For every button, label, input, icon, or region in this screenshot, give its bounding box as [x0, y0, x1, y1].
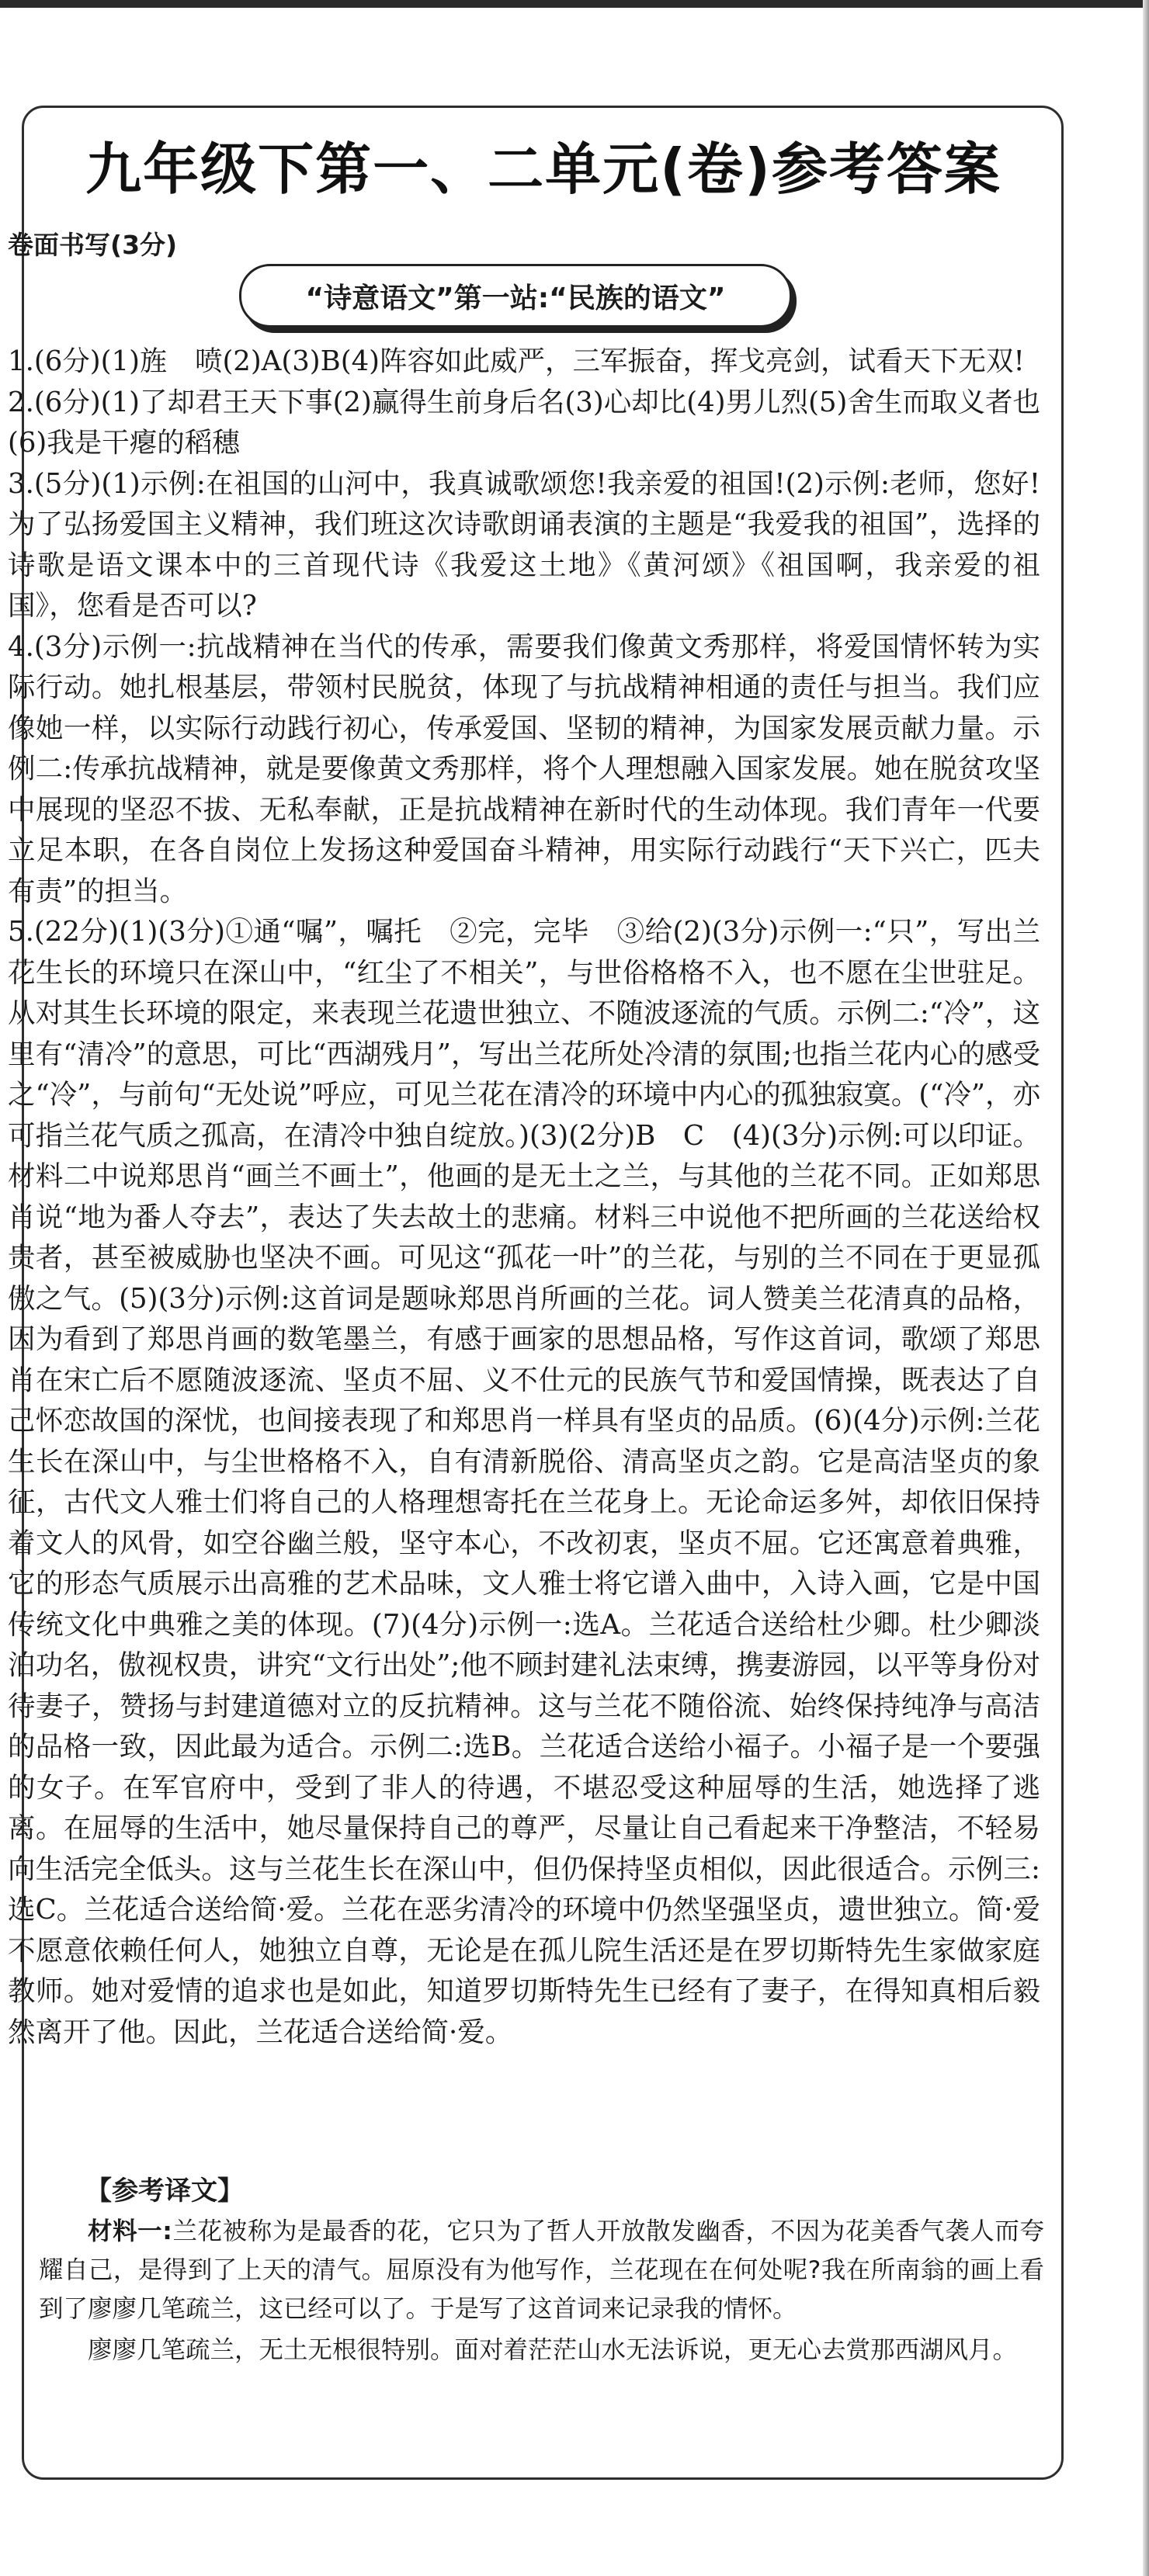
section-banner-text: “诗意语文”第一站:“民族的语文”	[305, 282, 726, 314]
handwriting-score-note: 卷面书写(3分)	[8, 230, 178, 260]
reference-translation-heading: 【参考译文】	[85, 2176, 244, 2207]
material-one-label: 材料一:	[88, 2217, 172, 2245]
reference-translation	[39, 2212, 1044, 2372]
answer-1: 1.(6分)(1)旌 喷(2)A(3)B(4)阵容如此威严，三军振奋，挥戈亮剑，试看天下无双!	[8, 345, 1025, 377]
translation-text-1: 兰花被称为是最香的花，它只为了哲人开放散发幽香，不因为花美香气袭人而夸耀自己，是得到了上天的清气。屈原没有为他写作，兰花现在在何处呢?我在所南翁的画上看到了廖廖几笔疏兰，这已经可以了。于是写了这首词来记录我的情怀。	[39, 2217, 1044, 2323]
section-banner	[239, 264, 792, 328]
answer-3: 3.(5分)(1)示例:在祖国的山河中，我真诚歌颂您!我亲爱的祖国!(2)示例:老师，您好!为了弘扬爱国主义精神，我们班这次诗歌朗诵表演的主题是“我爱我的祖国”，选择的诗歌是语文课本中的三首现代诗《我爱这土地》《黄河颂》《祖国啊，我亲爱的祖国》，您看是否可以?	[8, 467, 1040, 622]
translation-paragraph-2: 廖廖几笔疏兰，无土无根很特别。面对着茫茫山水无法诉说，更无心去赏那西湖风月。	[88, 2336, 1018, 2364]
scan-top-edge	[0, 0, 1149, 8]
scan-right-edge	[1143, 0, 1149, 2576]
page-title: 九年级下第一、二单元(卷)参考答案	[85, 137, 1001, 202]
answer-5: 5.(22分)(1)(3分)①通“嘱”，嘱托 ②完，完毕 ③给(2)(3分)示例一:“只”，写出兰花生长的环境只在深山中，“红尘了不相关”，与世俗格格不入，也不愿在尘世驻足。从对其生长环境的限定，来表现兰花遗世独立、不随波逐流的气质。示例二:“冷”，这里有“清冷”的意思，可比“西湖残月”，写出兰花所处冷清的氛围;也指兰花内心的感受之“冷”，与前句“无处说”呼应，可见兰花在清冷的环境中内心的孤独寂寞。(“冷”，亦可指兰花气质之孤高，在清冷中独自绽放。)(3)(2分)B C (4)(3分)示例:可以印证。材料二中说郑思肖“画兰不画土”，他画的是无土之兰，与其他的兰花不同。正如郑思肖说“地为番人夺去”，表达了失去故土的悲痛。材料三中说他不把所画的兰花送给权贵者，甚至被威胁也坚决不画。可见这“孤花一叶”的兰花，与别的兰不同在于更显孤傲之气。(5)(3分)示例:这首词是题咏郑思肖所画的兰花。词人赞美兰花清真的品格，因为看到了郑思肖画的数笔墨兰，有感于画家的思想品格，写作这首词，歌颂了郑思肖在宋亡后不愿随波逐流、坚贞不屈、义不仕元的民族气节和爱国情操，既表达了自己怀恋故国的深忧，也间接表现了和郑思肖一样具有坚贞的品质。(6)(4分)示例:兰花生长在深山中，与尘世格格不入，自有清新脱俗、清高坚贞之韵。它是高洁坚贞的象征，古代文人雅士们将自己的人格理想寄托在兰花身上。无论命运多舛，却依旧保持着文人的风骨，如空谷幽兰般，坚守本心，不改初衷，坚贞不屈。它还寓意着典雅，它的形态气质展示出高雅的艺术品味，文人雅士将它谱入曲中，入诗入画，它是中国传统文化中典雅之美的体现。(7)(4分)示例一:选A。兰花适合送给杜少卿。杜少卿淡泊功名，傲视权贵，讲究“文行出处”;他不顾封建礼法束缚，携妻游园，以平等身份对待妻子，赞扬与封建道德对立的反抗精神。这与兰花不随俗流、始终保持纯净与高洁的品格一致，因此最为适合。示例二:选B。兰花适合送给小福子。小福子是一个要强的女子。在军官府中，受到了非人的待遇，不堪忍受这种屈辱的生活，她选择了逃离。在屈辱的生活中，她尽量保持自己的尊严，尽量让自己看起来干净整洁，不轻易向生活完全低头。这与兰花生长在深山中，但仍保持坚贞相似，因此很适合。示例三:选C。兰花适合送给简·爱。兰花在恶劣清冷的环境中仍然坚强坚贞，遗世独立。简·爱不愿意依赖任何人，她独立自尊，无论是在孤儿院生活还是在罗切斯特先生家做家庭教师。她对爱情的追求也是如此，知道罗切斯特先生已经有了妻子，在得知真相后毅然离开了他。因此，兰花适合送给简·爱。	[8, 916, 1040, 2048]
answer-2: 2.(6分)(1)了却君王天下事(2)赢得生前身后名(3)心却比(4)男儿烈(5)舍生而取义者也(6)我是干瘪的稻穗	[8, 386, 1040, 459]
answers-body	[8, 342, 1040, 2053]
translation-paragraph-1	[39, 2212, 1044, 2328]
answer-4: 4.(3分)示例一:抗战精神在当代的传承，需要我们像黄文秀那样，将爱国情怀转为实际行动。她扎根基层，带领村民脱贫，体现了与抗战精神相通的责任与担当。我们应像她一样，以实际行动践行初心，传承爱国、坚韧的精神，为国家发展贡献力量。示例二:传承抗战精神，就是要像黄文秀那样，将个人理想融入国家发展。她在脱贫攻坚中展现的坚忍不拔、无私奉献，正是抗战精神在新时代的生动体现。我们青年一代要立足本职，在各自岗位上发扬这种爱国奋斗精神，用实际行动践行“天下兴亡，匹夫有责”的担当。	[8, 630, 1040, 907]
